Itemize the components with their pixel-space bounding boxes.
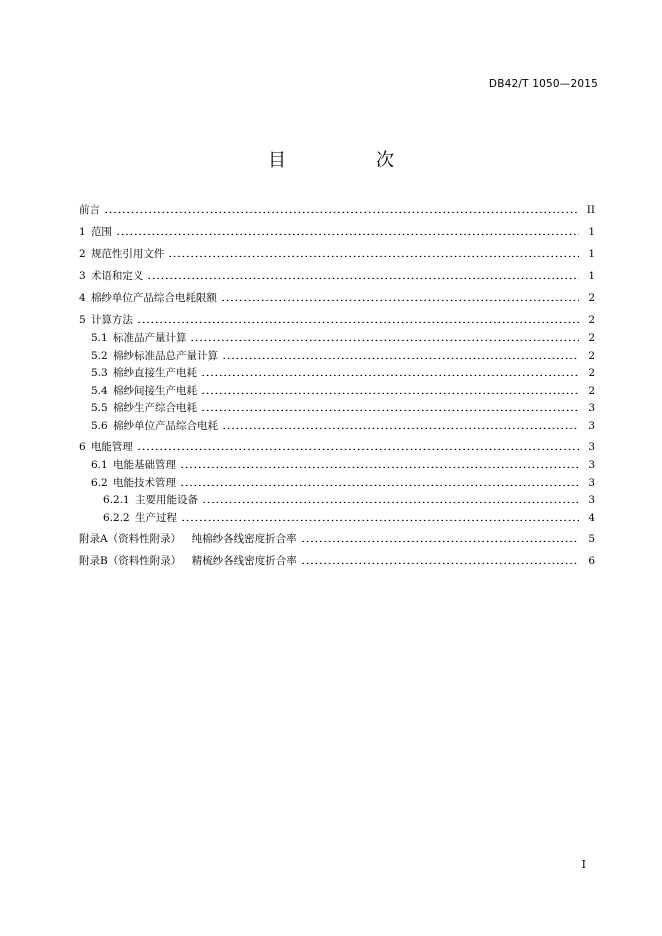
toc-entry[interactable] <box>79 511 595 529</box>
toc-entry-number: 1 <box>79 226 86 238</box>
leader-dots <box>301 532 579 542</box>
toc-entry-number: 4 <box>79 292 86 304</box>
toc-entry-page: 6 <box>588 555 595 567</box>
toc-entry[interactable] <box>79 243 595 265</box>
toc-entry[interactable] <box>79 265 595 287</box>
page-title: 目 次 <box>268 150 430 171</box>
toc-entry-title: 生产过程 <box>134 511 177 524</box>
toc-entry-title: 棉纱生产综合电耗 <box>112 402 197 414</box>
leader-dots <box>180 458 579 468</box>
leader-dots <box>222 349 579 359</box>
toc-entry-page: II <box>586 204 595 216</box>
toc-entry-title: 规范性引用文件 <box>90 248 165 260</box>
toc-entry-title: 棉纱标准品总产量计算 <box>112 349 218 362</box>
toc-entry-number: 6 <box>79 441 86 453</box>
toc-entry[interactable] <box>79 476 595 494</box>
toc-entry-label <box>79 205 102 216</box>
toc-entry-page: 2 <box>588 384 595 397</box>
toc-entry-page: 5 <box>588 533 595 545</box>
leader-dots <box>201 366 579 376</box>
leader-dots <box>147 269 579 279</box>
toc-entry-number: 2 <box>79 248 86 260</box>
toc-entry[interactable] <box>79 528 595 550</box>
toc-entry[interactable] <box>79 287 595 309</box>
toc-entry[interactable] <box>79 331 595 349</box>
toc-entry-number: 6.2.2 <box>103 511 130 524</box>
toc-entry-number: 5.4 <box>91 384 108 397</box>
leader-dots <box>201 384 579 394</box>
toc-entry[interactable] <box>79 401 595 419</box>
leader-dots <box>222 419 579 429</box>
toc-entry-title: 电能管理 <box>90 441 133 453</box>
toc-entry-number: 5.2 <box>91 349 108 362</box>
toc-entry-number: 附录A（资料性附录） <box>79 533 182 545</box>
toc-entry-title: 棉纱间接生产电耗 <box>112 384 197 397</box>
toc-entry-label <box>79 315 135 326</box>
leader-dots <box>202 493 579 503</box>
leader-dots <box>180 476 579 486</box>
toc-entry-number: 附录B（资料性附录） <box>79 555 182 567</box>
toc-entry-number: 6.1 <box>91 459 108 471</box>
toc-entry[interactable] <box>79 550 595 572</box>
toc-entry-title: 主要用能设备 <box>134 494 198 506</box>
toc-entry-page: 2 <box>588 314 595 326</box>
leader-dots <box>301 554 579 564</box>
toc-entry-title: 棉纱直接生产电耗 <box>112 367 197 379</box>
leader-dots <box>104 203 579 213</box>
toc-entry-label <box>103 495 200 506</box>
toc-entry-page: 3 <box>588 419 595 432</box>
toc-entry-title: 精梳纱各线密度折合率 <box>191 555 297 567</box>
toc-entry-number: 5.3 <box>91 367 108 379</box>
table-of-contents <box>79 199 595 572</box>
toc-entry-page: 3 <box>588 459 595 471</box>
toc-entry-label <box>79 442 135 453</box>
toc-entry-page: 1 <box>588 226 595 238</box>
toc-entry[interactable] <box>79 349 595 367</box>
leader-dots <box>168 247 579 257</box>
standard-code: DB42/T 1050—2015 <box>488 78 598 90</box>
toc-entry-page: 1 <box>588 270 595 282</box>
toc-entry-page: 2 <box>588 349 595 362</box>
toc-entry[interactable] <box>79 436 595 458</box>
leader-dots <box>116 225 579 235</box>
toc-entry-title: 纯棉纱各线密度折合率 <box>191 533 297 545</box>
toc-entry-page: 3 <box>588 402 595 414</box>
toc-entry-title: 标准品产量计算 <box>112 332 187 344</box>
toc-entry-label <box>79 271 145 282</box>
toc-entry-title: 电能技术管理 <box>112 476 176 489</box>
toc-entry[interactable] <box>79 366 595 384</box>
toc-entry[interactable] <box>79 309 595 331</box>
page-number: I <box>581 858 586 871</box>
toc-entry-label <box>79 534 299 545</box>
toc-entry-page: 4 <box>588 511 595 524</box>
toc-entry-label <box>103 513 179 524</box>
toc-entry[interactable] <box>79 493 595 511</box>
toc-entry-label <box>79 227 114 238</box>
toc-entry-label <box>91 333 188 344</box>
leader-dots <box>181 511 579 521</box>
toc-entry-page: 2 <box>588 367 595 379</box>
toc-entry-page: 1 <box>588 248 595 260</box>
toc-entry-label <box>79 249 166 260</box>
toc-entry[interactable] <box>79 419 595 437</box>
toc-entry-label <box>79 293 219 304</box>
toc-entry-title: 棉纱单位产品综合电耗限额 <box>90 292 217 304</box>
toc-entry-number: 5 <box>79 314 86 326</box>
toc-entry-title: 电能基础管理 <box>112 459 176 471</box>
toc-entry-label <box>91 351 220 362</box>
toc-entry-label <box>91 386 199 397</box>
toc-entry-number: 5.5 <box>91 402 108 414</box>
toc-entry-page: 3 <box>588 441 595 453</box>
leader-dots <box>221 291 579 301</box>
toc-entry-title: 棉纱单位产品综合电耗 <box>112 419 218 432</box>
toc-entry-title: 计算方法 <box>90 314 133 326</box>
toc-entry-number: 3 <box>79 270 86 282</box>
toc-entry-label <box>91 403 199 414</box>
toc-entry-number: 5.6 <box>91 419 108 432</box>
toc-entry-label <box>91 421 220 432</box>
toc-entry-page: 3 <box>588 476 595 489</box>
toc-entry-label <box>79 556 299 567</box>
toc-entry[interactable] <box>79 384 595 402</box>
toc-entry-page: 3 <box>588 494 595 506</box>
toc-entry[interactable] <box>79 458 595 476</box>
toc-entry[interactable] <box>79 199 595 221</box>
toc-entry-number: 6.2 <box>91 476 108 489</box>
toc-entry-title: 术语和定义 <box>90 270 144 282</box>
leader-dots <box>190 331 579 341</box>
toc-entry-label <box>91 478 178 489</box>
leader-dots <box>137 440 579 450</box>
toc-entry-label <box>91 460 178 471</box>
toc-entry-title: 前言 <box>79 204 100 216</box>
toc-entry-page: 2 <box>588 292 595 304</box>
leader-dots <box>201 401 579 411</box>
toc-entry-number: 6.2.1 <box>103 494 130 506</box>
leader-dots <box>137 313 579 323</box>
toc-entry-label <box>91 368 199 379</box>
toc-entry-number: 5.1 <box>91 332 108 344</box>
toc-entry-page: 2 <box>588 332 595 344</box>
toc-entry-title: 范围 <box>90 226 112 238</box>
toc-entry[interactable] <box>79 221 595 243</box>
